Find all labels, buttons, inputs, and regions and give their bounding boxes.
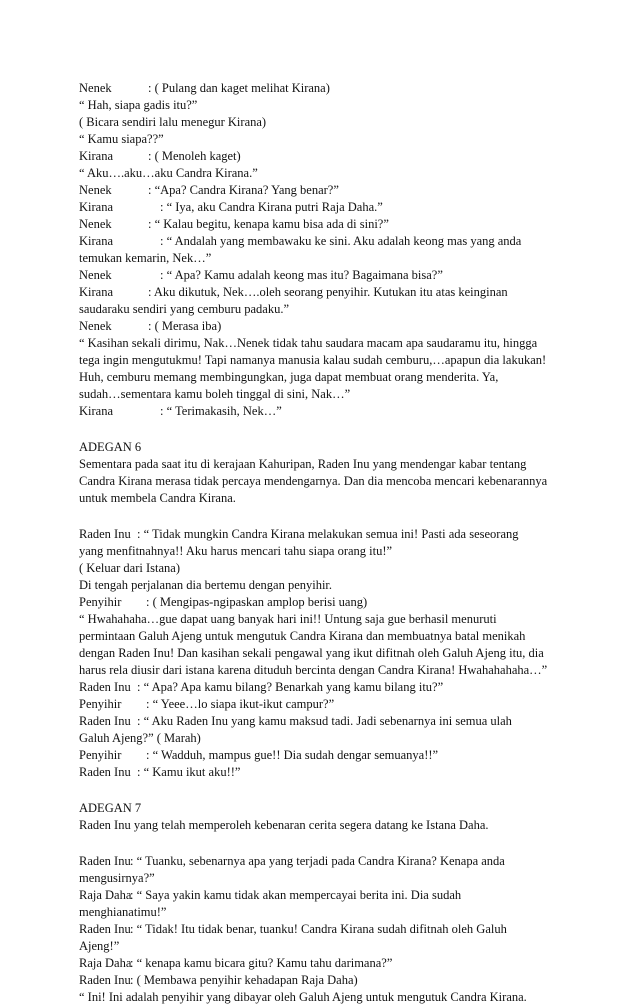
text-line	[79, 662, 547, 679]
text-line	[79, 628, 525, 645]
text-line	[79, 250, 211, 267]
text-line	[79, 439, 141, 456]
text-line	[79, 148, 241, 165]
text-line	[79, 114, 266, 131]
line-text: permintaan Galuh Ajeng untuk mengutuk Candra Kirana dan membuatnya batal menikah	[79, 629, 526, 643]
line-text: Sementara pada saat itu di kerajaan Kahuripan, Raden Inu yang mendengar kabar tentang	[79, 457, 527, 471]
speaker-name: Raja Daha	[79, 956, 132, 970]
speaker-name: Raden Inu	[79, 714, 131, 728]
line-text: : ( Membawa penyihir kehadapan Raja Daha)	[130, 973, 358, 987]
text-line	[79, 955, 392, 972]
line-text: : “ Terimakasih, Nek…”	[160, 404, 282, 418]
line-text: Galuh Ajeng?” ( Marah)	[79, 731, 201, 745]
line-text: : “ Apa? Apa kamu bilang? Benarkah yang kamu bilang itu?”	[137, 680, 444, 694]
line-text: : “ Yeee…lo siapa ikut-ikut campur?”	[146, 697, 335, 711]
line-text: untuk membela Candra Kirana.	[79, 491, 236, 505]
line-text: Di tengah perjalanan dia bertemu dengan penyihir.	[79, 578, 333, 592]
speaker-name: Nenek	[79, 217, 112, 231]
text-line	[79, 182, 339, 199]
line-text: “ Aku….aku…aku Candra Kirana.”	[79, 166, 258, 180]
speaker-name: Raden Inu	[79, 973, 131, 987]
speaker-name: Nenek	[79, 319, 112, 333]
text-line	[79, 611, 497, 628]
text-line	[79, 887, 461, 904]
speaker-name: Kirana	[79, 200, 114, 214]
line-text: Candra Kirana merasa tidak percaya mendengarnya. Dan dia mencoba mencari kebenarannya	[79, 474, 548, 488]
text-line	[79, 764, 240, 781]
line-text: : “ Iya, aku Candra Kirana putri Raja Daha.”	[160, 200, 383, 214]
text-line	[79, 267, 443, 284]
line-text: : “ Saya yakin kamu tidak akan mempercayai berita ini. Dia sudah	[130, 888, 462, 902]
text-line	[79, 80, 330, 97]
text-line	[79, 97, 197, 114]
line-text: : “Apa? Candra Kirana? Yang benar?”	[148, 183, 339, 197]
line-text: yang menfitnahnya!! Aku harus mencari tahu siapa orang itu!”	[79, 544, 393, 558]
line-text: : ( Pulang dan kaget melihat Kirana)	[148, 81, 330, 95]
speaker-name: Nenek	[79, 268, 112, 282]
text-line	[79, 369, 498, 386]
line-text: tega ingin mengutukmu! Tapi namanya manusia kalau sudah cemburu,…apapun dia lakukan!	[79, 353, 547, 367]
line-text: menghianatimu!”	[79, 905, 167, 919]
line-text: Ajeng!”	[79, 939, 120, 953]
text-line	[79, 165, 258, 182]
text-line	[79, 543, 392, 560]
text-line	[79, 853, 505, 870]
text-line	[79, 594, 367, 611]
line-text: : ( Mengipas-ngipaskan amplop berisi uang)	[146, 595, 368, 609]
text-line	[79, 713, 512, 730]
line-text: : “ Kamu ikut aku!!”	[137, 765, 241, 779]
line-text: : “ Tidak! Itu tidak benar, tuanku! Candra Kirana sudah difitnah oleh Galuh	[130, 922, 507, 936]
text-line	[79, 904, 166, 921]
line-text: ADEGAN 6	[79, 440, 142, 454]
text-line	[79, 233, 521, 250]
speaker-name: Kirana	[79, 234, 114, 248]
line-text: saudaraku sendiri yang cemburu padaku.”	[79, 302, 289, 316]
line-text: : “ Tidak mungkin Candra Kirana melakukan semua ini! Pasti ada seseorang	[137, 527, 519, 541]
line-text: : “ kenapa kamu bicara gitu? Kamu tahu darimana?”	[130, 956, 393, 970]
line-text: sudah…sementara kamu boleh tinggal di sini, Nak…”	[79, 387, 351, 401]
speaker-name: Kirana	[79, 149, 114, 163]
line-text: “ Kamu siapa??”	[79, 132, 164, 146]
line-text: : “ Andalah yang membawaku ke sini. Aku adalah keong mas yang anda	[160, 234, 522, 248]
text-line	[79, 679, 443, 696]
text-line	[79, 800, 141, 817]
text-line	[79, 216, 389, 233]
speaker-name: Nenek	[79, 81, 112, 95]
line-text: temukan kemarin, Nek…”	[79, 251, 212, 265]
text-line	[79, 456, 526, 473]
speaker-name: Raden Inu	[79, 680, 131, 694]
text-line	[79, 577, 332, 594]
speaker-name: Nenek	[79, 183, 112, 197]
line-text: Raden Inu yang telah memperoleh kebenaran cerita segera datang ke Istana Daha.	[79, 818, 489, 832]
line-text: “ Hwahahaha…gue dapat uang banyak hari ini!! Untung saja gue berhasil menuruti	[79, 612, 497, 626]
speaker-name: Raden Inu	[79, 854, 131, 868]
line-text: : “ Aku Raden Inu yang kamu maksud tadi. Jadi sebenarnya ini semua ulah	[137, 714, 512, 728]
line-text: : Aku dikutuk, Nek….oleh seorang penyihir. Kutukan itu atas keinginan	[148, 285, 508, 299]
text-line	[79, 645, 544, 662]
speaker-name: Kirana	[79, 404, 114, 418]
speaker-name: Penyihir	[79, 595, 122, 609]
line-text: : ( Menoleh kaget)	[148, 149, 241, 163]
text-line	[79, 870, 155, 887]
line-text: : “ Kalau begitu, kenapa kamu bisa ada di sini?”	[148, 217, 389, 231]
line-text: : “ Tuanku, sebenarnya apa yang terjadi pada Candra Kirana? Kenapa anda	[130, 854, 505, 868]
line-text: : ( Merasa iba)	[148, 319, 222, 333]
speaker-name: Kirana	[79, 285, 114, 299]
text-line	[79, 938, 119, 955]
line-text: Huh, cemburu memang membingungkan, juga dapat membuat orang menderita. Ya,	[79, 370, 499, 384]
text-line	[79, 318, 221, 335]
text-line	[79, 490, 236, 507]
line-text: “ Ini! Ini adalah penyihir yang dibayar oleh Galuh Ajeng untuk mengutuk Candra Kirana.	[79, 990, 527, 1004]
text-line	[79, 526, 519, 543]
text-line	[79, 921, 507, 938]
line-text: dengan Raden Inu! Dan kasihan sekali pengawal yang ikut difitnah oleh Galuh Ajeng itu, dia	[79, 646, 544, 660]
text-line	[79, 199, 383, 216]
speaker-name: Penyihir	[79, 697, 122, 711]
text-line	[79, 284, 508, 301]
line-text: ADEGAN 7	[79, 801, 142, 815]
line-text: : “ Wadduh, mampus gue!! Dia sudah dengar semuanya!!”	[146, 748, 439, 762]
text-line	[79, 131, 164, 148]
line-text: ( Bicara sendiri lalu menegur Kirana)	[79, 115, 267, 129]
line-text: : “ Apa? Kamu adalah keong mas itu? Bagaimana bisa?”	[160, 268, 443, 282]
text-line	[79, 386, 350, 403]
line-text: harus rela diusir dari istana karena dituduh bercinta dengan Candra Kirana! Hwahahahaha…”	[79, 663, 548, 677]
text-line	[79, 473, 547, 490]
text-line	[79, 972, 358, 989]
text-line	[79, 560, 180, 577]
text-line	[79, 696, 334, 713]
text-line	[79, 817, 489, 834]
text-line	[79, 747, 438, 764]
speaker-name: Raden Inu	[79, 922, 131, 936]
line-text: “ Kasihan sekali dirimu, Nak…Nenek tidak tahu saudara macam apa saudaramu itu, hingga	[79, 336, 538, 350]
speaker-name: Penyihir	[79, 748, 122, 762]
line-text: mengusirnya?”	[79, 871, 155, 885]
text-line	[79, 989, 527, 1006]
text-line	[79, 730, 201, 747]
text-line	[79, 352, 546, 369]
speaker-name: Raden Inu	[79, 765, 131, 779]
line-text: ( Keluar dari Istana)	[79, 561, 180, 575]
text-line	[79, 403, 282, 420]
speaker-name: Raja Daha	[79, 888, 132, 902]
line-text: “ Hah, siapa gadis itu?”	[79, 98, 198, 112]
text-line	[79, 301, 289, 318]
text-line	[79, 335, 537, 352]
speaker-name: Raden Inu	[79, 527, 131, 541]
